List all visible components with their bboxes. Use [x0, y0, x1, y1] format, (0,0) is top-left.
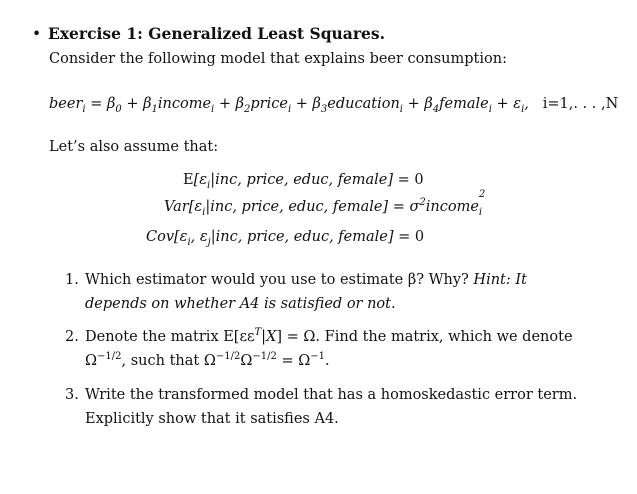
- assumption-mean: $E[\varepsilon_i|inc$, price, educ, female] = 0: [183, 172, 424, 191]
- assumption-covariance: $Cov[\varepsilon_i$, $\varepsilon_j|inc$, price, educ, female] = 0: [146, 229, 425, 248]
- bullet-icon: •: [32, 25, 42, 43]
- question-2: [65, 325, 585, 373]
- question-number: 2.: [65, 329, 79, 345]
- question-number: 1.: [65, 272, 79, 288]
- question-text: Which estimator would you use to estimate β? Why?: [85, 272, 469, 288]
- model-index: i=1,. . . ,N: [542, 96, 619, 112]
- model-lhs: beer: [49, 96, 83, 112]
- assumption-intro: Let’s also assume that:: [49, 139, 219, 155]
- question-number: 3.: [65, 387, 79, 403]
- intro-text: Consider the following model that explains beer consumption:: [49, 51, 507, 67]
- question-text: Denote the matrix $E[\varepsilon\varepsilon^T|X] = \Omega$. Find the matrix, which we denote $\Omega^{-1/2}$, such that $\Omega^{-1/2}\Omega^{-1/2} = \Omega^{-1}$.: [85, 327, 573, 369]
- question-1: [65, 268, 585, 316]
- model-equation: beer$_i$ = $\beta_0$ + $\beta_1income_i$ + $\beta_2price_i$ + $\beta_3education_i$ + $\beta_4female_i + \varepsilon_i$, i=1,. . . ,N: [49, 96, 619, 115]
- assumption-variance: $Var[\varepsilon_i|inc$, price, educ, female] = $\sigma^2income$ $_{2 i}$: [164, 188, 486, 218]
- exercise-heading: [32, 24, 385, 43]
- question-hint: Hint: It depends on whether A4 is satisfied or not.: [85, 272, 527, 312]
- question-text: Write the transformed model that has a homoskedastic error term. Explicitly show that it satisfies A4.: [85, 387, 578, 427]
- question-3: [65, 383, 585, 431]
- exercise-title: Exercise 1: Generalized Least Squares.: [48, 24, 385, 43]
